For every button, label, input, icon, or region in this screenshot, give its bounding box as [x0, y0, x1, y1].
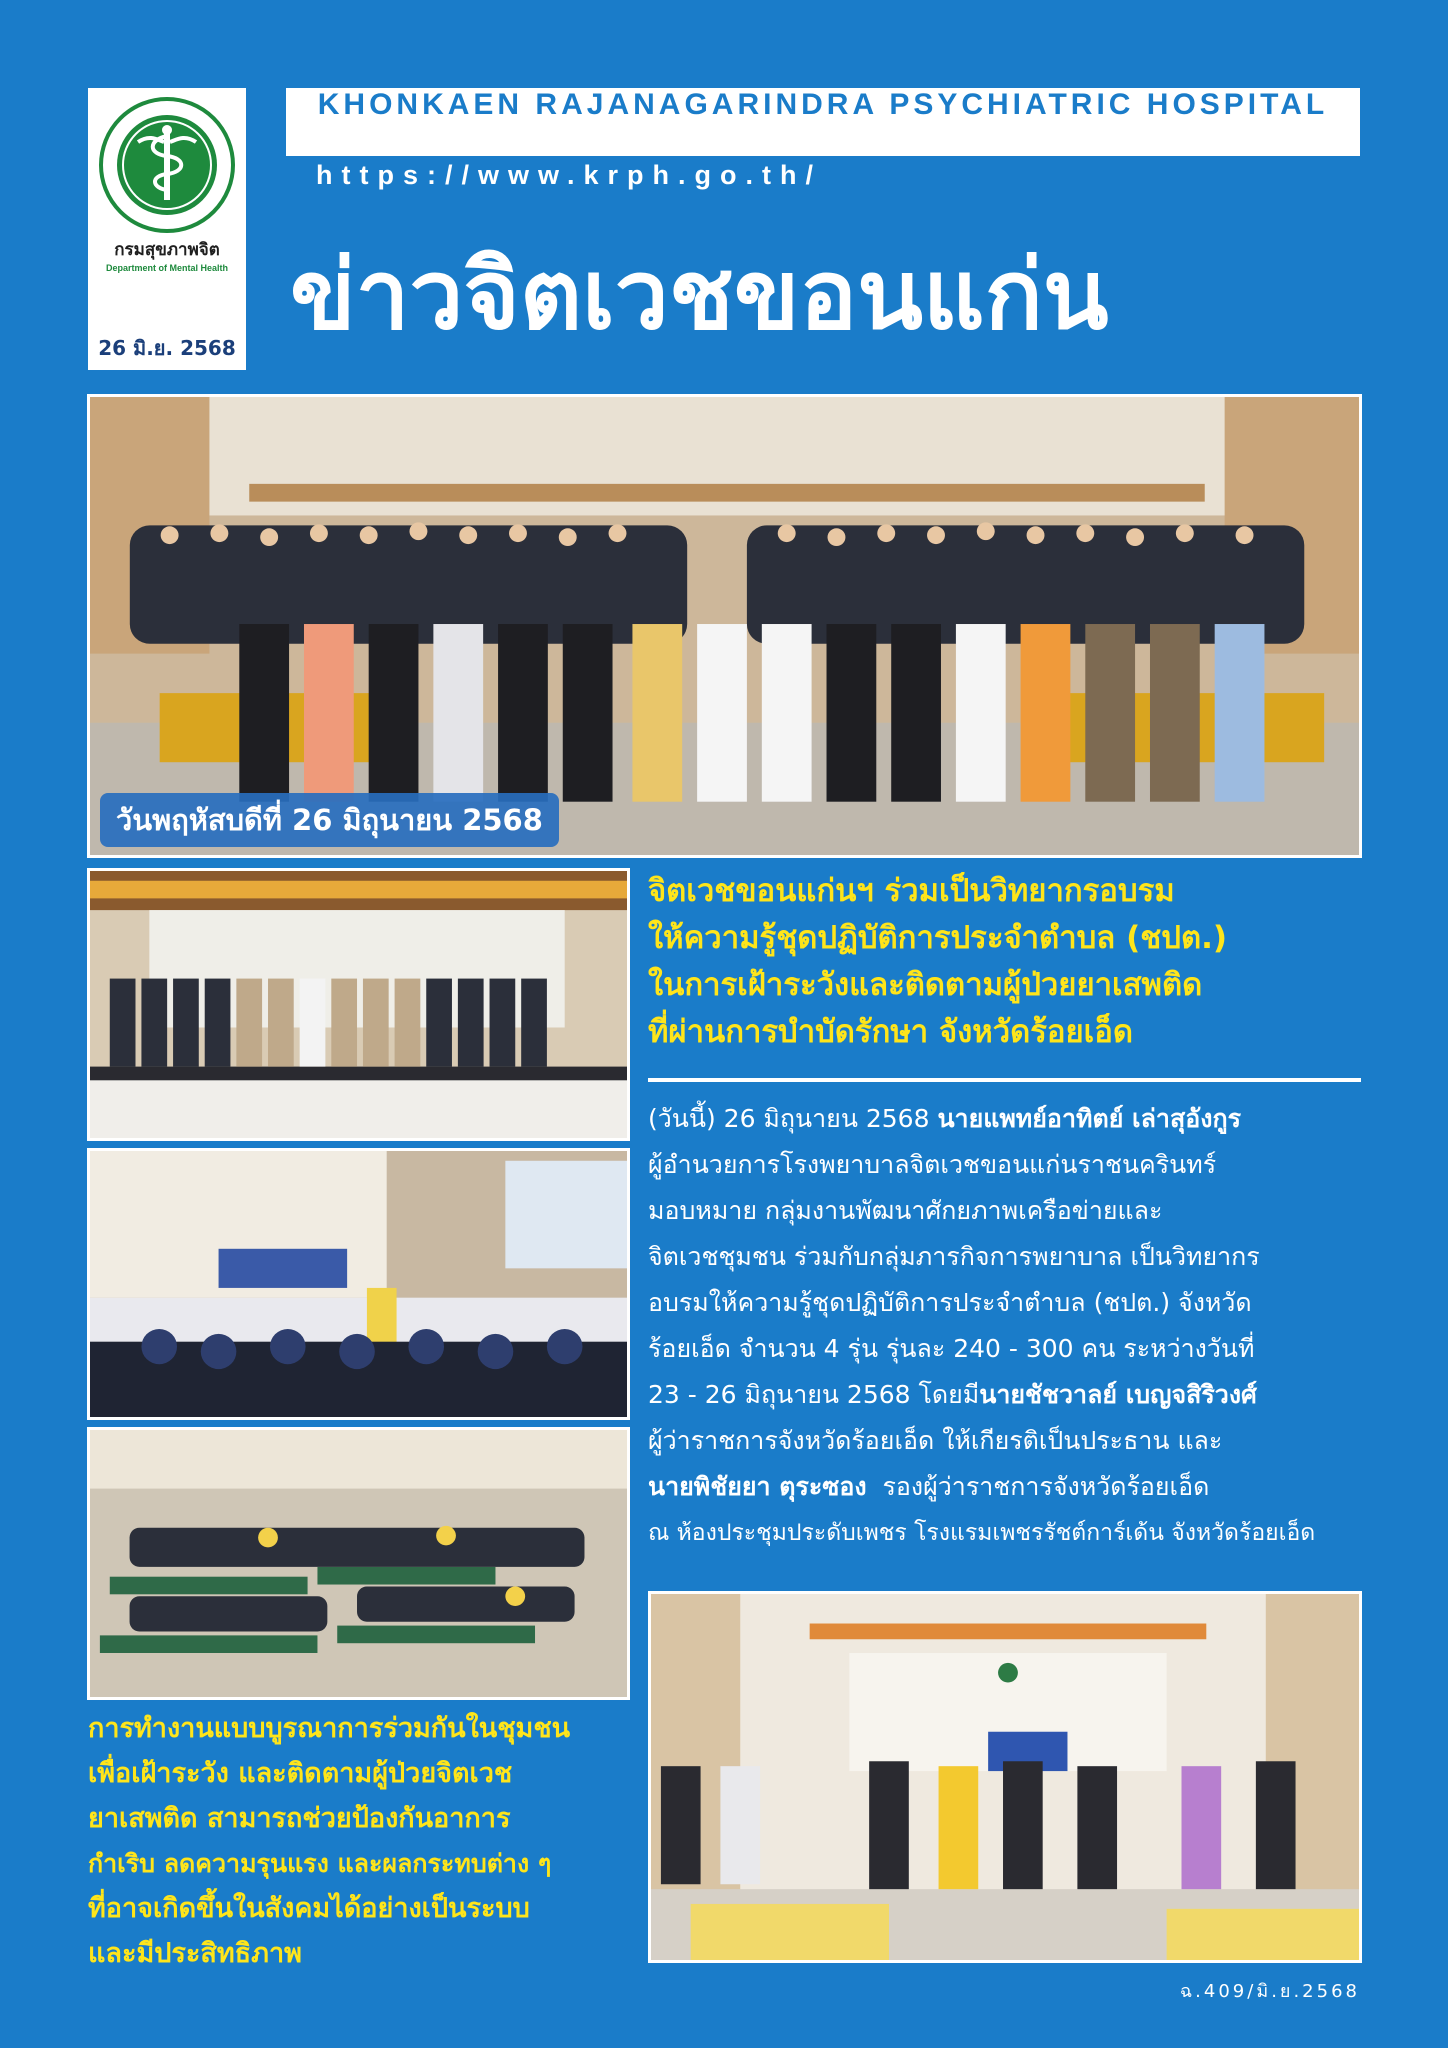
body-text: รองผู้ว่าราชการจังหวัดร้อยเอ็ด [866, 1472, 1210, 1501]
article-body [648, 1096, 1362, 1556]
photo-caption [88, 1706, 633, 1976]
event-date-label: วันพฤหัสบดีที่ 26 มิถุนายน 2568 [100, 793, 559, 847]
ministry-logo-card [88, 88, 246, 370]
body-line: ณ ห้องประชุมประดับเพชร โรงแรมเพชรรัชต์การ์เด้น จังหวัดร้อยเอ็ด [648, 1520, 1316, 1546]
vice-governor-name: นายพิชัยยา ตุระซอง [648, 1472, 867, 1501]
document-reference: ฉ.409/มิ.ย.2568 [1179, 1981, 1360, 2002]
hospital-name-bar [286, 88, 1360, 156]
website-url[interactable]: https://www.krph.go.th/ [316, 160, 822, 190]
headline-divider [648, 1078, 1361, 1082]
body-text: (วันนี้) 26 มิถุนายน 2568 [648, 1104, 938, 1133]
governor-name: นายชัชวาลย์ เบญจสิริวงศ์ [979, 1380, 1257, 1409]
body-line [648, 1464, 1362, 1510]
article-headline [648, 868, 1362, 1056]
body-line: ผู้ว่าราชการจังหวัดร้อยเอ็ด ให้เกียรติเป็นประธาน และ [648, 1426, 1223, 1455]
body-line [648, 1096, 1362, 1142]
hospital-name: KHONKAEN RAJANAGARINDRA PSYCHIATRIC HOSPITAL [317, 88, 1329, 121]
headline-line: ที่ผ่านการบำบัดรักษา จังหวัดร้อยเอ็ด [648, 1014, 1134, 1050]
body-line: มอบหมาย กลุ่มงานพัฒนาศักยภาพเครือข่ายและ [648, 1196, 1163, 1225]
presenter-photo [87, 1148, 630, 1420]
director-name: นายแพทย์อาทิตย์ เล่าสุอังกูร [937, 1104, 1242, 1133]
hero-group-photo [87, 394, 1362, 858]
headline-line: จิตเวชขอนแก่นฯ ร่วมเป็นวิทยากรอบรม [648, 873, 1175, 909]
headline-line: ให้ความรู้ชุดปฏิบัติการประจำตำบล (ชปต.) [648, 920, 1228, 956]
body-text: 23 - 26 มิถุนายน 2568 โดยมี [648, 1380, 980, 1409]
caption-line: การทำงานแบบบูรณาการร่วมกันในชุมชน [88, 1713, 571, 1744]
body-line: จิตเวชชุมชน ร่วมกับกลุ่มภารกิจการพยาบาล เป็นวิทยากร [648, 1242, 1260, 1271]
body-line: อบรมให้ความรู้ชุดปฏิบัติการประจำตำบล (ชปต.) จังหวัด [648, 1288, 1252, 1317]
ministry-seal-icon [98, 96, 236, 234]
caption-line: ยาเสพติด สามารถช่วยป้องกันอาการ [88, 1803, 511, 1834]
department-name-en: Department of Mental Health [105, 263, 228, 273]
headline-line: ในการเฝ้าระวังและติดตามผู้ป่วยยาเสพติด [648, 967, 1203, 1003]
body-line: ร้อยเอ็ด จำนวน 4 รุ่น รุ่นละ 240 - 300 คน ระหว่างวันที่ [648, 1334, 1255, 1363]
stage-group-photo [87, 868, 630, 1141]
caption-line: และมีประสิทธิภาพ [88, 1938, 302, 1969]
issue-date: 26 มิ.ย. 2568 [98, 336, 236, 360]
body-line: ผู้อำนวยการโรงพยาบาลจิตเวชขอนแก่นราชนครินทร์ [648, 1150, 1217, 1179]
speakers-stage-photo [648, 1591, 1362, 1963]
caption-line: กำเริบ ลดความรุนแรง และผลกระทบต่าง ๆ [88, 1849, 552, 1878]
department-name-th: กรมสุขภาพจิต [114, 240, 220, 260]
caption-line: เพื่อเฝ้าระวัง และติดตามผู้ป่วยจิตเวช [88, 1758, 513, 1789]
caption-line: ที่อาจเกิดขึ้นในสังคมได้อย่างเป็นระบบ [88, 1893, 530, 1924]
hall-audience-photo [87, 1427, 630, 1700]
body-line [648, 1372, 1362, 1418]
masthead-title: ข่าวจิตเวชขอนแก่น [290, 239, 1109, 351]
